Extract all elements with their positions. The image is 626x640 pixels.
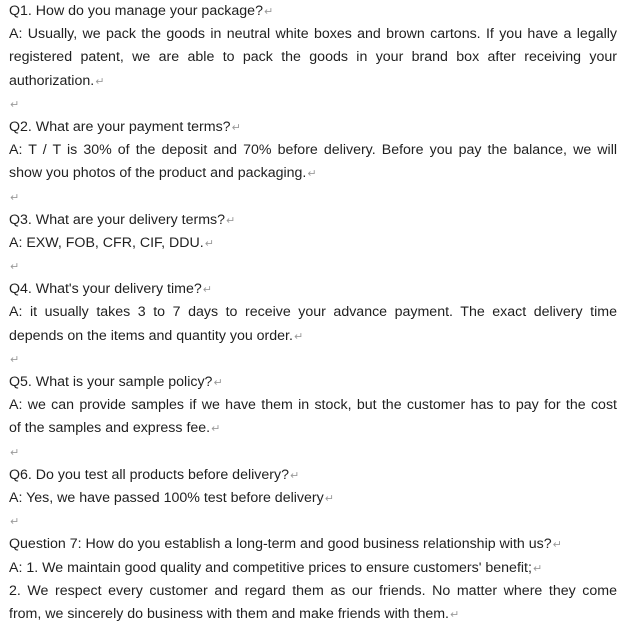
line-text: A: 1. We maintain good quality and competitive prices to ensure customers' benefit;: [9, 559, 532, 576]
paragraph-mark-icon: ↵: [211, 423, 221, 436]
line-text: authorization.: [9, 72, 95, 89]
line-text: 2. We respect every customer and regard them as our friends. No matter where they come: [9, 582, 617, 599]
text-line: [9, 232, 617, 255]
text-line: [9, 603, 617, 626]
paragraph[interactable]: [9, 0, 617, 23]
paragraph[interactable]: [9, 232, 617, 255]
paragraph-mark-icon: ↵: [552, 539, 562, 552]
text-line: [9, 464, 617, 487]
text-line: [9, 209, 617, 232]
line-text: Question 7: How do you establish a long-term and good business relationship with us?: [9, 536, 552, 553]
text-line: [9, 301, 617, 324]
paragraph-mark-icon: ↵: [293, 330, 304, 343]
paragraph[interactable]: [9, 23, 617, 93]
text-line: [9, 139, 617, 162]
line-text: Q2. What are your payment terms?: [9, 118, 231, 135]
text-line: [9, 46, 617, 69]
paragraph-mark-icon: ↵: [324, 492, 334, 505]
line-text: Q5. What is your sample policy?: [9, 374, 213, 390]
paragraph[interactable]: [9, 116, 617, 139]
paragraph[interactable]: [9, 464, 617, 487]
line-text: A: T / T is 30% of the deposit and 70% before delivery. Before you pay the balance, we will: [9, 142, 617, 159]
paragraph-mark-icon: ↵: [10, 353, 20, 366]
paragraph-mark-icon: ↵: [213, 377, 223, 389]
text-line: [9, 0, 617, 23]
paragraph-mark-icon: ↵: [226, 214, 236, 227]
text-line: [9, 417, 617, 440]
paragraph-mark-icon: ↵: [307, 168, 317, 181]
paragraph[interactable]: [9, 394, 617, 440]
paragraph-mark-icon: ↵: [202, 284, 212, 297]
text-line: [9, 325, 617, 348]
paragraph[interactable]: [9, 557, 617, 580]
paragraph-mark-icon: ↵: [532, 562, 543, 575]
line-text: show you photos of the product and packaging.: [9, 165, 307, 182]
text-line: [9, 278, 617, 301]
paragraph[interactable]: [9, 278, 617, 301]
paragraph[interactable]: [9, 209, 617, 232]
paragraph[interactable]: [9, 533, 617, 556]
line-text: A: Yes, we have passed 100% test before delivery: [9, 489, 324, 506]
empty-line: [9, 186, 617, 209]
paragraph-mark-icon: ↵: [450, 608, 460, 621]
line-text: Q1. How do you manage your package?: [9, 3, 263, 19]
text-line: [9, 580, 617, 603]
line-text: Q6. Do you test all products before delivery?: [9, 466, 289, 483]
line-text: A: it usually takes 3 to 7 days to receive your advance payment. The exact delivery time: [9, 304, 617, 321]
line-text: Q3. What are your delivery terms?: [9, 211, 226, 228]
paragraph-mark-icon: ↵: [263, 6, 274, 18]
paragraph-mark-icon: ↵: [10, 191, 20, 204]
paragraph[interactable]: [9, 441, 617, 464]
empty-line: [9, 441, 617, 464]
paragraph[interactable]: [9, 487, 617, 510]
paragraph-mark-icon: ↵: [231, 121, 241, 134]
line-text: depends on the items and quantity you order.: [9, 327, 293, 344]
line-text: A: EXW, FOB, CFR, CIF, DDU.: [9, 234, 204, 251]
empty-line: [9, 348, 617, 371]
paragraph-mark-icon: ↵: [10, 516, 20, 529]
paragraph[interactable]: [9, 510, 617, 533]
text-line: [9, 557, 617, 580]
text-line: [9, 70, 617, 93]
line-text: registered patent, we are able to pack the goods in your brand box after receiving your: [9, 49, 617, 66]
paragraph[interactable]: [9, 348, 617, 371]
empty-line: [9, 93, 617, 116]
line-text: A: Usually, we pack the goods in neutral white boxes and brown cartons. If you have a legally: [9, 26, 617, 43]
text-line: [9, 487, 617, 510]
paragraph[interactable]: [9, 139, 617, 185]
paragraph[interactable]: [9, 255, 617, 278]
paragraph[interactable]: [9, 186, 617, 209]
text-line: [9, 394, 617, 417]
text-line: [9, 116, 617, 139]
text-line: [9, 371, 617, 394]
text-line: [9, 162, 617, 185]
paragraph-mark-icon: ↵: [95, 75, 105, 88]
paragraph[interactable]: [9, 93, 617, 116]
paragraph[interactable]: [9, 371, 617, 394]
text-line: [9, 23, 617, 46]
paragraph-mark-icon: ↵: [289, 469, 300, 482]
paragraph[interactable]: [9, 301, 617, 347]
line-text: Q4. What's your delivery time?: [9, 281, 202, 298]
paragraph-mark-icon: ↵: [204, 237, 214, 250]
line-text: from, we sincerely do business with them and make friends with them.: [9, 605, 449, 622]
paragraph-mark-icon: ↵: [10, 446, 20, 459]
text-line: [9, 533, 617, 556]
empty-line: [9, 255, 617, 278]
line-text: of the samples and express fee.: [9, 420, 211, 437]
line-text: A: we can provide samples if we have them in stock, but the customer has to pay for the cost: [9, 397, 617, 414]
paragraph[interactable]: [9, 580, 617, 626]
paragraph-mark-icon: ↵: [10, 98, 20, 111]
paragraph-mark-icon: ↵: [10, 261, 20, 274]
empty-line: [9, 510, 617, 533]
